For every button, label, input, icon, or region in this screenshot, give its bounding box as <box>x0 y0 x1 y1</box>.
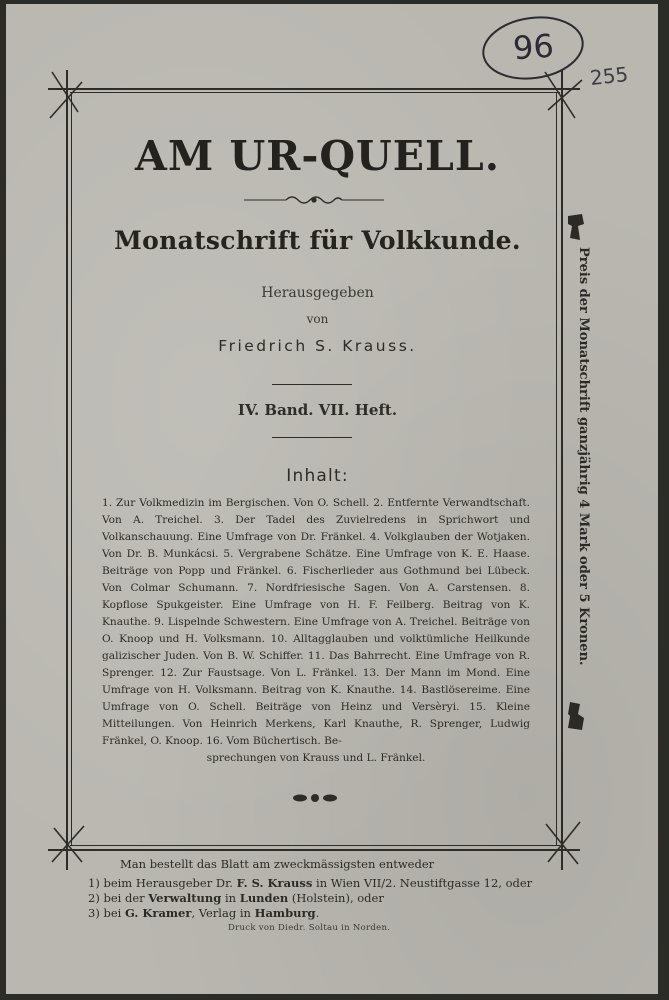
ordering-line-1 <box>88 876 532 890</box>
corner-number-text: 255 <box>588 62 630 90</box>
table-of-contents <box>102 495 530 767</box>
journal-title: AM UR-QUELL. <box>135 132 500 180</box>
side-price-note: Preis der Monatschrift ganzjährig 4 Mark oder 5 Kronen. <box>576 247 591 666</box>
ordering-line-3-a: 3) bei <box>88 906 125 920</box>
volume-bottom-divider <box>272 437 352 438</box>
ordering-line-2-c: in <box>221 891 240 905</box>
journal-subtitle: Monatschrift für Volkkunde. <box>114 226 521 255</box>
editor-label: Herausgegeben <box>261 285 374 301</box>
contents-text-last-line: sprechungen von Krauss und L. Fränkel. <box>206 752 426 764</box>
ordering-line-3-e: . <box>315 906 320 920</box>
ordering-line-3-b: G. Kramer <box>124 906 192 920</box>
closing-ornament <box>290 790 340 806</box>
ordering-line-2-a: 2) bei der <box>88 891 149 905</box>
ordering-line-2-b: Verwaltung <box>148 891 222 905</box>
ordering-line-1-b: F. S. Krauss <box>236 876 313 890</box>
ordering-line-2 <box>88 891 384 905</box>
von-label: von <box>306 312 329 326</box>
binding-mark-top <box>566 212 586 242</box>
editor-name: Friedrich S. Krauss. <box>218 337 417 355</box>
ordering-line-3 <box>88 906 319 920</box>
ordering-line-1-a: 1) beim Herausgeber Dr. <box>88 876 237 890</box>
ordering-line-2-d: Lunden <box>239 891 289 905</box>
ordering-intro: Man bestellt das Blatt am zweckmässigsten entweder <box>120 857 435 871</box>
volume-issue: IV. Band. VII. Heft. <box>237 401 398 419</box>
ordering-line-3-d: Hamburg <box>254 906 316 920</box>
printer-imprint: Druck von Diedr. Soltau in Norden. <box>228 923 391 933</box>
contents-text: 1. Zur Volkmedizin im Bergischen. Von O. Schell. 2. Entfernte Verwandtschaft. Von A. Treichel. 3. Der Tadel des Zuvielredens in Sprichwort und Volkanschauung. Eine Umfrage von Dr. Fränkel. 4. Volkglauben der Wotjaken. Von Dr. B. Munkácsi. 5. Vergrabene Schätze. Eine Umfrage von K. E. Haase. Beiträge von Popp und Fränkel. 6. Fischerlieder aus Gothmund bei Lübeck. Von Colmar Schumann. 7. Nordfriesische Sagen. Von A. Carstensen. 8. Kopflose Spukgeister. Eine Umfrage von H. F. Feilberg. Beitrag von K. Knauthe. 9. Lispelnde Schwestern. Eine Umfrage von A. Treichel. Beiträge von O. Knoop und H. Volksmann. 10. Alltagglauben und volktümliche Heilkunde galizischer Juden. Von B. W. Schiffer. 11. Das Bahrrecht. Eine Umfrage von R. Sprenger. 12. Zur Faustsage. Von L. Fränkel. 13. Der Mann im Mond. Eine Umfrage von H. Volksmann. Beitrag von K. Knauthe. 14. Bastlösereime. Eine Umfrage von O. Schell. Beiträge von Heinz und Versèryi. 15. Kleine Mitteilungen. Von Heinrich Merkens, Karl Knauthe, R. Sprenger, Ludwig Fränkel, O. Knoop. 16. Vom Büchertisch. Be- <box>102 497 530 747</box>
title-ornament-divider <box>244 192 384 208</box>
ordering-line-2-e: (Holstein), oder <box>288 891 384 905</box>
volume-top-divider <box>272 384 352 385</box>
ordering-line-1-c: in Wien VII/2. Neustiftgasse 12, oder <box>312 876 533 890</box>
circled-number-text: 96 <box>511 26 555 68</box>
contents-heading: Inhalt: <box>286 466 349 486</box>
binding-mark-bottom <box>566 700 586 732</box>
ordering-line-3-c: , Verlag in <box>191 906 255 920</box>
